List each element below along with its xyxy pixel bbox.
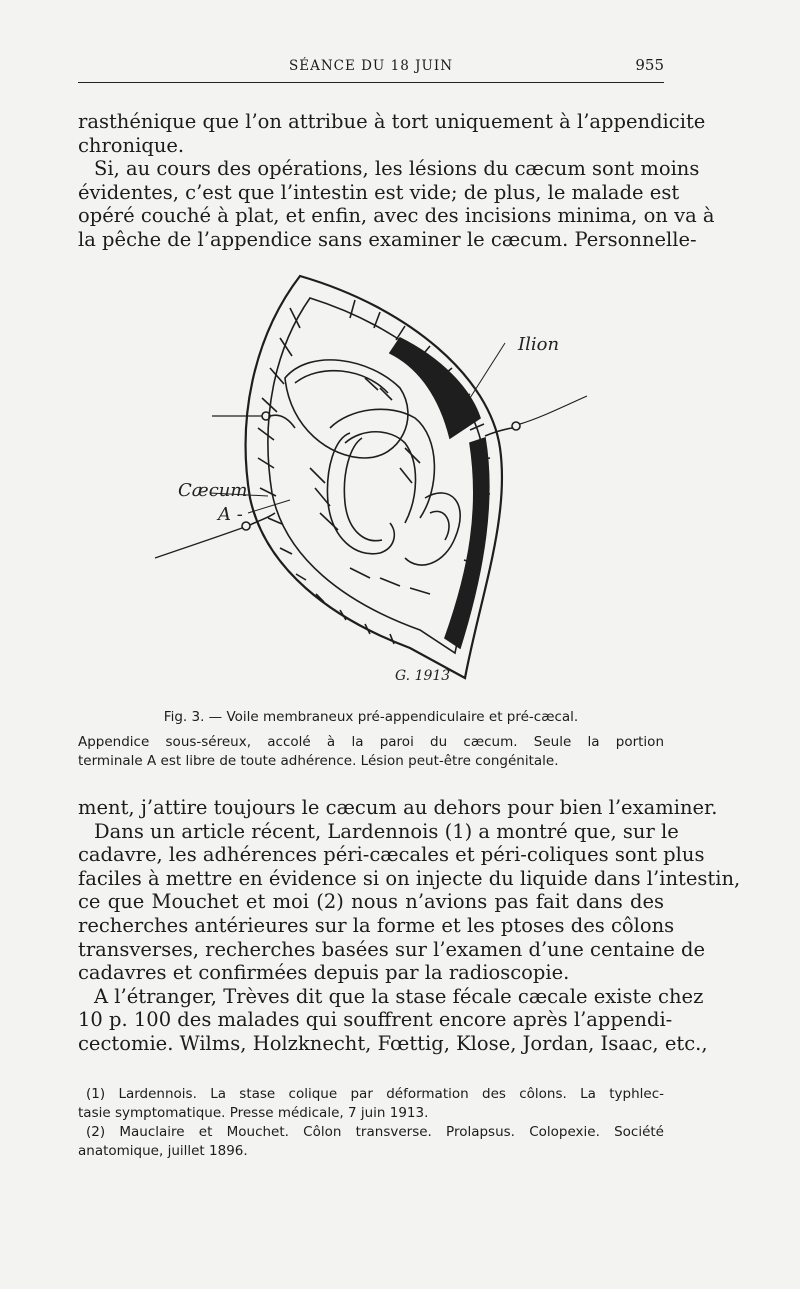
footnote-line: (2) Mauclaire et Mouchet. Côlon transverse. Prolapsus. Colopexie. Société [86, 1124, 664, 1140]
artist-signature: G. 1913 [395, 668, 451, 684]
caption-line: terminale A est libre de toute adhérence. Lésion peut-être congénitale. [78, 753, 559, 769]
label-ilion: Ilion [518, 334, 560, 355]
figure-caption [78, 708, 664, 771]
running-header [78, 52, 664, 83]
label-caecum: Cæcum [178, 480, 248, 501]
text-line: ment, j’attire toujours le cæcum au dehors pour bien l’examiner. [78, 796, 718, 819]
footnotes [78, 1085, 664, 1161]
paragraph-top [78, 110, 715, 252]
text-line: Si, au cours des opérations, les lésions du cæcum sont moins [94, 157, 700, 181]
footnote-line: (1) Lardennois. La stase colique par déformation des côlons. La typhlec- [86, 1086, 664, 1102]
text-line: 10 p. 100 des malades qui souffrent encore après l’appendi- [78, 1008, 673, 1032]
label-a: A - [218, 504, 243, 525]
text-line: recherches antérieures sur la forme et les ptoses des côlons [78, 913, 675, 937]
text-line: cectomie. Wilms, Holzknecht, Fœttig, Klose, Jordan, Isaac, etc., [78, 1031, 708, 1055]
paragraph-bottom [78, 796, 741, 1056]
text-line: évidentes, c’est que l’intestin est vide; de plus, le malade est [78, 180, 680, 204]
caption-title: Fig. 3. — Voile membraneux pré-appendiculaire et pré-cæcal. [163, 709, 579, 725]
anatomical-illustration [150, 268, 600, 693]
text-line: Dans un article récent, Lardennois (1) a montré que, sur le [94, 819, 679, 843]
footnote-line: tasie symptomatique. Presse médicale, 7 juin 1913. [78, 1105, 429, 1121]
page-number: 955 [635, 56, 664, 74]
text-line: cadavre, les adhérences péri-cæcales et péri-coliques sont plus [78, 843, 705, 867]
text-line: cadavres et confirmées depuis par la radioscopie. [78, 961, 570, 985]
text-line: faciles à mettre en évidence si on injecte du liquide dans l’intestin, [78, 866, 741, 890]
text-line: transverses, recherches basées sur l’examen d’une centaine de [78, 937, 706, 961]
text-line: A l’étranger, Trèves dit que la stase fécale cæcale existe chez [94, 984, 704, 1008]
header-title: SÉANCE DU 18 JUIN [288, 58, 454, 74]
text-line: ce que Mouchet et moi (2) nous n’avions pas fait dans des [78, 890, 664, 914]
text-line: chronique. [78, 133, 185, 157]
footnote-line: anatomique, juillet 1896. [78, 1143, 248, 1159]
caption-line: Appendice sous-séreux, accolé à la paroi du cæcum. Seule la portion [78, 734, 664, 750]
text-line: opéré couché à plat, et enfin, avec des incisions minima, on va à [78, 204, 715, 228]
illustration-svg [150, 268, 600, 693]
text-line: la pêche de l’appendice sans examiner le cæcum. Personnelle- [78, 227, 697, 251]
text-line: rasthénique que l’on attribue à tort uniquement à l’appendicite [78, 110, 706, 133]
